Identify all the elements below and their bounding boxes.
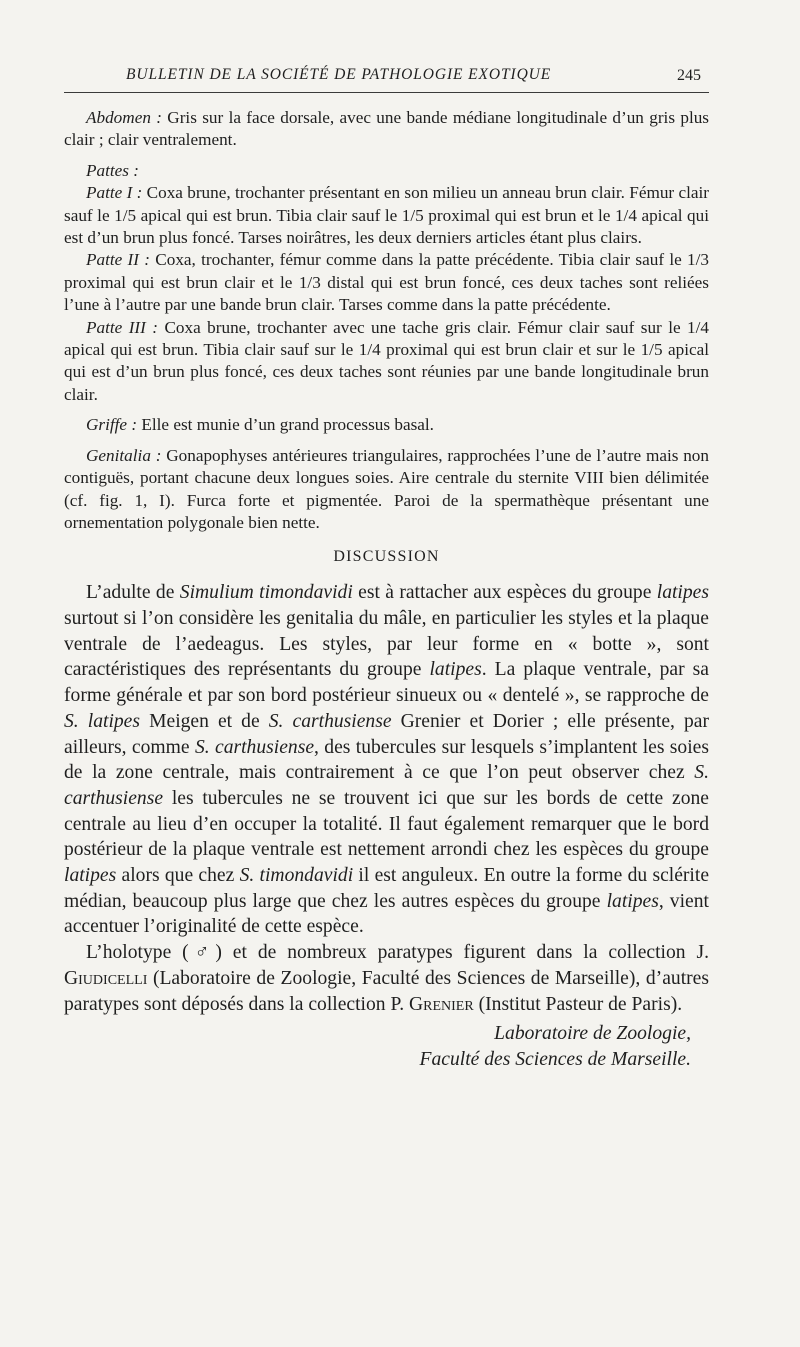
text-run: L’holotype (♂) et de nombreux paratypes figurent dans la collection J. [86,942,709,964]
discussion-paragraph-2 [64,940,709,1017]
text-run: Grenier et Dorier ; elle présente, par ailleurs, comme [64,710,709,758]
abdomen-text: Gris sur la face dorsale, avec une bande médiane longitudinale d’un gris plus clair ; clair ventralement. [64,108,709,150]
species-name: S. carthusiense [268,710,392,732]
text-run: les tubercules ne se trouvent ici que sur les bords de cette zone centrale au lieu d’en occuper la totalité. Il faut également remarquer que le bord postérieur de la plaque ventrale est nettement arrondi chez les espèces du groupe [64,787,709,861]
discussion-title: DISCUSSION [333,548,440,566]
text-run: surtout si l’on considère les genitalia du mâle, en particulier les styles et la plaque ventrale de l’aedeagus. Les styles, par leur forme en « botte », sont caractéristiques des représentants du groupe [64,608,709,681]
abdomen-paragraph [64,107,709,152]
author-name: Giudicelli [64,967,148,989]
patte-3-text: Coxa brune, trochanter avec une tache gris clair. Fémur clair sauf sur le 1/4 apical qui est brun. Tibia clair sauf sur le 1/4 proximal qui est brun clair et sur le 1/5 apical qui est d’un brun plus foncé, ces deux taches sont réunies par une bande longitudinale brun clair. [64,317,710,404]
text-run: (Laboratoire de Zoologie, Faculté des Sciences de Marseille), d’autres paratypes sont déposés dans la collection P. [64,967,709,1015]
page-header [64,58,709,93]
text-run: alors que chez [116,865,240,887]
page-number: 245 [677,67,701,84]
text-run: est à rattacher aux espèces du groupe [352,582,657,604]
species-name: Simulium timondavidi [179,582,353,604]
griffe-paragraph [64,414,709,436]
signature-block [64,1021,709,1072]
text-run: , des tubercules sur lesquels s’implantent les soies de la zone centrale, mais contrairement à ce que l’on peut observer chez [64,736,709,784]
signature-line-2: Faculté des Sciences de Marseille. [419,1048,691,1070]
patte-3-paragraph [64,317,709,407]
species-name: S. latipes [64,710,141,732]
patte-2-paragraph [64,249,709,316]
patte-1-text: Coxa brune, trochanter présentant en son milieu un anneau brun clair. Fémur clair sauf le 1/5 apical qui est brun. Tibia clair sauf le 1/5 proximal qui est brun et le 1/4 apical qui est d’un brun plus foncé. Tarses noirâtres, les deux derniers articles étant plus clairs. [64,183,709,248]
species-name: latipes [656,582,709,604]
species-name: S. carthusiense [64,762,709,809]
species-name: S. carthusiense [194,736,315,758]
genitalia-paragraph [64,445,709,535]
genitalia-text: Gonapophyses antérieures triangulaires, rapprochées l’une de l’autre mais non contiguës, portant chacune deux longues soies. Aire centrale du sternite VIII bien délimitée (cf. fig. 1, I). Furca forte et pigmentée. Paroi de la spermathèque présentant une ornementation polygonale bien nette. [64,445,709,532]
abdomen-label: Abdomen : [86,108,162,127]
patte-3-label: Patte III : [86,317,159,337]
running-title: BULLETIN DE LA SOCIÉTÉ DE PATHOLOGIE EXOTIQUE [126,66,552,83]
description-section [64,107,709,534]
species-name: latipes [429,659,482,681]
text-run: , vient accentuer l’originalité de cette espèce. [64,890,709,938]
patte-2-text: Coxa, trochanter, fémur comme dans la patte précédente. Tibia clair sauf le 1/3 proximal qui est brun clair et le 1/3 distal qui est brun foncé, ces deux taches sont reliées l’une à l’autre par une bande brun clair. Tarses comme dans la patte précédente. [64,250,709,315]
page [64,58,709,1073]
griffe-label: Griffe : [86,415,138,435]
text-run: . La plaque ventrale, par sa forme générale et par son bord postérieur sinueux ou « dentelé », se rapproche de [64,659,710,707]
patte-1-paragraph [64,182,709,249]
genitalia-label: Genitalia : [86,445,162,465]
griffe-text: Elle est munie d’un grand processus basal. [137,415,434,435]
patte-1-label: Patte I : [86,183,143,203]
discussion-paragraph-1 [64,580,709,940]
discussion-body [64,580,709,1017]
species-name: latipes [64,865,117,887]
patte-2-label: Patte II : [86,250,150,270]
species-name: latipes [606,890,659,912]
text-run: Meigen et de [140,710,269,732]
pattes-label: Pattes : [86,160,139,180]
text-run: (Institut Pasteur de Paris). [473,993,683,1015]
signature-line-1: Laboratoire de Zoologie, [494,1023,691,1045]
species-name: S. timondavidi [239,865,354,887]
author-name: Grenier [409,993,474,1015]
text-run: il est anguleux. En outre la forme du sclérite médian, beaucoup plus large que chez les autres espèces du groupe [64,865,710,912]
text-run: L’adulte de [86,582,180,604]
